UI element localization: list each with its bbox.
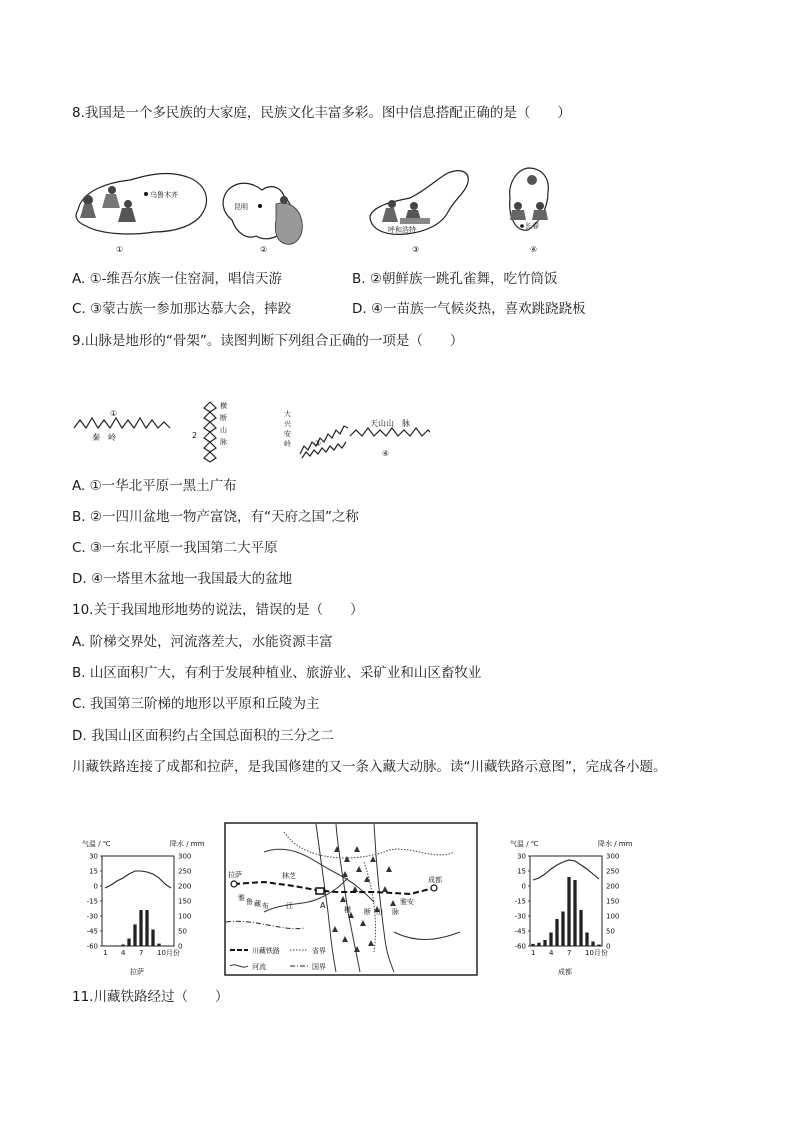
q9-m1-name: 秦 岭 xyxy=(92,433,116,442)
q8-option-d[interactable]: D. ④一苗族一气候炎热，喜欢跳跷跷板 xyxy=(352,301,586,317)
q9-m2-name-4: 脉 xyxy=(220,438,227,446)
lhasa-precip-label: 降水 / mm xyxy=(170,840,205,848)
q8-map-1 xyxy=(76,174,206,254)
month-tick-label: 10月份 xyxy=(157,949,180,957)
precip-bar xyxy=(157,944,160,946)
precip-bar xyxy=(133,924,136,946)
rail-intro: 川藏铁路连接了成都和拉萨，是我国修建的又一条入藏大动脉。读“川藏铁路示意图”，完成各小题。 xyxy=(72,759,667,775)
q9-m3-name-1: 大 xyxy=(284,410,291,418)
precip-tick-label: 100 xyxy=(178,912,192,921)
lhasa-city: 拉萨 xyxy=(130,968,144,976)
q9-option-d[interactable]: D. ④一塔里木盆地一我国最大的盆地 xyxy=(72,571,293,587)
q9-stem: 9.山脉是地形的“骨架”。读图判断下列组合正确的一项是（ ） xyxy=(72,333,464,349)
precip-bar xyxy=(537,943,540,946)
precip-bar xyxy=(115,945,118,946)
q9-option-a[interactable]: A. ①一华北平原一黑土广布 xyxy=(72,478,237,494)
precip-bar xyxy=(597,945,600,947)
temp-tick-label: 15 xyxy=(89,867,98,876)
q8-fig-label-2: ② xyxy=(260,245,268,254)
rail-label-yaan: 雅安 xyxy=(400,898,414,906)
precip-tick-label: 300 xyxy=(178,852,192,861)
q8-figure xyxy=(70,160,560,262)
precip-tick-label: 150 xyxy=(606,897,620,906)
month-tick-label: 10月份 xyxy=(585,949,608,957)
q8-fig-label-3: ③ xyxy=(412,245,420,254)
precip-tick-label: 50 xyxy=(606,927,615,936)
rail-label-a: A xyxy=(320,901,326,910)
rail-label-jiang: 江 xyxy=(286,902,293,910)
q10-option-c[interactable]: C. 我国第三阶梯的地形以平原和丘陵为主 xyxy=(72,696,320,712)
precip-tick-label: 150 xyxy=(178,897,192,906)
q9-m4-name: 天山山 脉 xyxy=(370,419,410,428)
q8-fig-label-1: ① xyxy=(116,245,124,254)
temp-tick-label: -15 xyxy=(86,897,98,906)
q9-m2-name-3: 山 xyxy=(220,426,227,434)
climate-chart-chengdu xyxy=(504,836,642,976)
lhasa-temp-label: 气温 / ℃ xyxy=(82,840,111,848)
q9-m3-name-4: 岭 xyxy=(284,440,291,448)
precip-bar xyxy=(531,944,534,946)
q10-option-d[interactable]: D. 我国山区面积约占全国总面积的三分之二 xyxy=(72,728,334,744)
rail-map xyxy=(224,822,478,976)
rail-label-lu: 鲁 xyxy=(246,898,253,906)
q8-stem: 8.我国是一个多民族的大家庭，民族文化丰富多彩。图中信息搭配正确的是（ ） xyxy=(72,105,571,121)
temp-tick-label: 15 xyxy=(517,867,526,876)
q8-map-2 xyxy=(223,183,302,254)
q8-map-text-1: 乌鲁木齐 xyxy=(150,191,178,199)
temperature-line xyxy=(105,871,171,888)
climate-chart-lhasa xyxy=(76,836,214,976)
month-tick-label: 4 xyxy=(549,949,554,957)
precip-tick-label: 100 xyxy=(606,912,620,921)
q9-m3-name-3: 安 xyxy=(284,430,291,438)
rail-label-heng: 横 xyxy=(344,906,351,914)
rail-label-chengdu: 成都 xyxy=(428,876,442,884)
q8-option-b[interactable]: B. ②朝鲜族一跳孔雀舞，吃竹筒饭 xyxy=(352,271,558,287)
rail-label-duan: 断 xyxy=(364,908,371,916)
q9-option-c[interactable]: C. ③一东北平原一我国第二大平原 xyxy=(72,540,278,556)
temp-tick-label: 0 xyxy=(93,882,98,891)
rail-label-zang: 藏 xyxy=(254,900,261,908)
temp-tick-label: -30 xyxy=(514,912,526,921)
q8-option-c[interactable]: C. ③蒙古族一参加那达慕大会，摔跤 xyxy=(72,301,292,317)
month-tick-label: 1 xyxy=(531,949,536,957)
chengdu-precip-label: 降水 / mm xyxy=(598,840,633,848)
q9-m4-num: ④ xyxy=(382,449,390,458)
q8-map-text-2: 昆明 xyxy=(234,203,248,211)
q10-option-b[interactable]: B. 山区面积广大，有利于发展种植业、旅游业、采矿业和山区畜牧业 xyxy=(72,665,482,681)
precip-tick-label: 250 xyxy=(606,867,620,876)
rail-label-linzhi: 林芝 xyxy=(282,872,296,880)
month-tick-label: 1 xyxy=(103,949,108,957)
precip-bar xyxy=(561,912,564,947)
temp-tick-label: 30 xyxy=(517,852,526,861)
precip-tick-label: 250 xyxy=(178,867,192,876)
q8-map-text-3: 呼和浩特 xyxy=(388,226,416,234)
temperature-line xyxy=(533,860,599,880)
precip-bar xyxy=(151,930,154,947)
q8-fig-label-4: ④ xyxy=(530,245,538,254)
precip-bar xyxy=(585,933,588,947)
month-tick-label: 7 xyxy=(139,949,144,957)
precip-tick-label: 0 xyxy=(606,942,611,951)
precip-tick-label: 200 xyxy=(606,882,620,891)
precip-bar xyxy=(591,942,594,947)
q11-stem: 11.川藏铁路经过（ ） xyxy=(72,989,229,1005)
precip-bar xyxy=(543,940,546,946)
q10-stem: 10.关于我国地形地势的说法，错误的是（ ） xyxy=(72,602,364,618)
precip-bar xyxy=(139,910,142,946)
legend-province: 省界 xyxy=(312,947,326,955)
temp-tick-label: -60 xyxy=(86,942,98,951)
precip-bar xyxy=(549,933,552,947)
chengdu-city: 成都 xyxy=(558,968,572,976)
precip-tick-label: 50 xyxy=(178,927,187,936)
rail-label-mai: 脉 xyxy=(392,908,399,916)
temp-tick-label: -45 xyxy=(86,927,98,936)
precip-bar xyxy=(145,910,148,946)
rail-label-shan: 山 xyxy=(376,908,383,916)
precip-tick-label: 0 xyxy=(178,942,183,951)
q9-mountain-2 xyxy=(192,401,227,462)
precip-bar xyxy=(127,939,130,947)
q9-option-b[interactable]: B. ②一四川盆地一物产富饶，有“天府之国”之称 xyxy=(72,509,359,525)
month-tick-label: 4 xyxy=(121,949,126,957)
q9-m2-name-2: 断 xyxy=(220,414,227,422)
rail-label-lhasa: 拉萨 xyxy=(228,871,242,879)
precip-bar xyxy=(573,880,576,946)
chengdu-temp-label: 气温 / ℃ xyxy=(510,840,539,848)
q9-m3-name-2: 兴 xyxy=(284,420,291,428)
q9-m1-num: ① xyxy=(110,409,118,418)
q8-map-3 xyxy=(370,171,468,254)
q8-map-4 xyxy=(510,168,549,254)
precip-tick-label: 200 xyxy=(178,882,192,891)
temp-tick-label: -15 xyxy=(514,897,526,906)
q8-option-a[interactable]: A. ①-维吾尔族一住窑洞，唱信天游 xyxy=(72,271,283,287)
rail-label-ya: 雅 xyxy=(238,894,245,902)
precip-tick-label: 300 xyxy=(606,852,620,861)
legend-river: 河流 xyxy=(252,963,266,971)
q9-m2-num: 2 xyxy=(192,431,198,440)
temp-tick-label: -45 xyxy=(514,927,526,936)
precip-bar xyxy=(567,877,570,946)
temp-tick-label: -60 xyxy=(514,942,526,951)
q9-figure xyxy=(70,394,430,466)
precip-bar xyxy=(121,945,124,947)
precip-bar xyxy=(579,910,582,946)
q9-mountain-4 xyxy=(350,418,430,458)
temp-tick-label: 30 xyxy=(89,852,98,861)
q9-m2-name-1: 横 xyxy=(220,402,227,410)
legend-railway: 川藏铁路 xyxy=(252,947,280,955)
rail-label-bu: 布 xyxy=(262,902,269,910)
q9-m3-num: ③ xyxy=(314,439,322,448)
q9-mountain-3 xyxy=(284,409,348,458)
temp-tick-label: -30 xyxy=(86,912,98,921)
temp-tick-label: 0 xyxy=(521,882,526,891)
month-tick-label: 7 xyxy=(567,949,572,957)
legend-national: 国界 xyxy=(312,963,326,971)
precip-bar xyxy=(555,919,558,946)
q10-option-a[interactable]: A. 阶梯交界处，河流落差大，水能资源丰富 xyxy=(72,634,333,650)
q9-mountain-1 xyxy=(74,409,170,442)
q8-map-text-4: 长春 xyxy=(525,222,539,230)
